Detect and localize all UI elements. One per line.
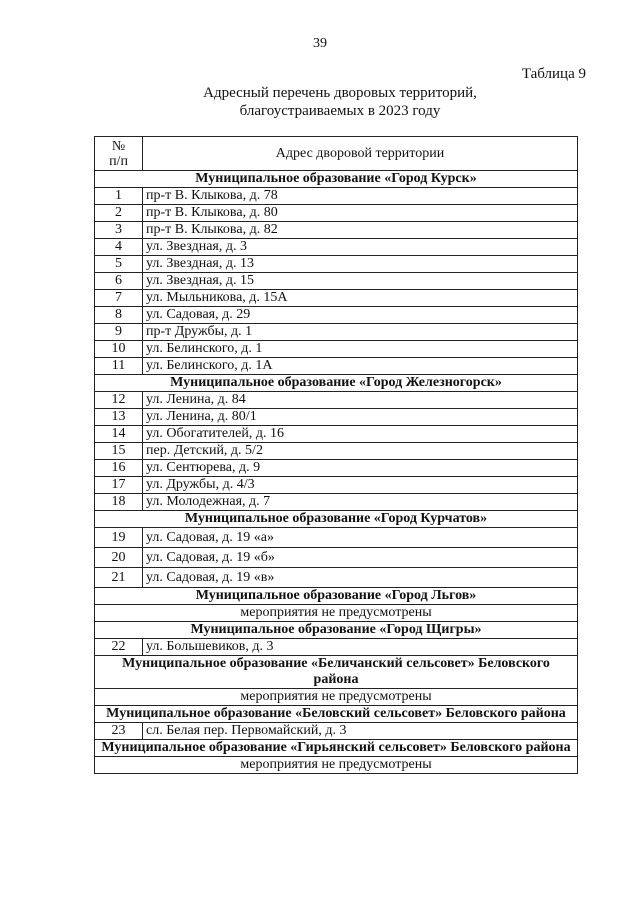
title-line-1: Адресный перечень дворовых территорий, [203, 85, 477, 101]
row-number: 11 [95, 358, 143, 375]
table-row [95, 358, 578, 375]
row-number: 18 [95, 494, 143, 511]
row-address: ул. Белинского, д. 1А [143, 358, 578, 375]
table-row [95, 548, 578, 568]
row-address: пер. Детский, д. 5/2 [143, 443, 578, 460]
row-number: 20 [95, 548, 143, 568]
table-row [95, 443, 578, 460]
document-title [0, 84, 640, 120]
row-address: ул. Молодежная, д. 7 [143, 494, 578, 511]
row-number: 17 [95, 477, 143, 494]
note-row [95, 757, 578, 774]
table-row [95, 568, 578, 588]
table-row [95, 188, 578, 205]
row-address: ул. Сентюрева, д. 9 [143, 460, 578, 477]
table-row [95, 222, 578, 239]
section-header-row [95, 622, 578, 639]
table-row [95, 528, 578, 548]
row-number: 6 [95, 273, 143, 290]
row-number: 16 [95, 460, 143, 477]
row-number: 21 [95, 568, 143, 588]
row-number: 9 [95, 324, 143, 341]
section-header-row [95, 706, 578, 723]
section-title: Муниципальное образование «Город Щигры» [95, 622, 578, 639]
row-address: ул. Звездная, д. 3 [143, 239, 578, 256]
note-row [95, 605, 578, 622]
row-number: 7 [95, 290, 143, 307]
section-note: мероприятия не предусмотрены [95, 605, 578, 622]
table-row [95, 239, 578, 256]
section-title: Муниципальное образование «Город Льгов» [95, 588, 578, 605]
note-row [95, 689, 578, 706]
row-address: ул. Обогатителей, д. 16 [143, 426, 578, 443]
row-number: 8 [95, 307, 143, 324]
row-number: 23 [95, 723, 143, 740]
table-row [95, 341, 578, 358]
row-address: ул. Садовая, д. 19 «в» [143, 568, 578, 588]
table-row [95, 494, 578, 511]
table-row [95, 392, 578, 409]
table-row [95, 723, 578, 740]
table-row [95, 256, 578, 273]
row-address: ул. Ленина, д. 80/1 [143, 409, 578, 426]
row-address: ул. Мыльникова, д. 15А [143, 290, 578, 307]
table-body [95, 171, 578, 774]
row-address: ул. Дружбы, д. 4/3 [143, 477, 578, 494]
row-number: 2 [95, 205, 143, 222]
row-number: 13 [95, 409, 143, 426]
row-number: 4 [95, 239, 143, 256]
row-number: 10 [95, 341, 143, 358]
row-address: ул. Звездная, д. 15 [143, 273, 578, 290]
section-header-row [95, 588, 578, 605]
row-number: 5 [95, 256, 143, 273]
section-title: Муниципальное образование «Беличанский сельсовет» Беловского района [95, 656, 578, 689]
section-title: Муниципальное образование «Беловский сельсовет» Беловского района [95, 706, 578, 723]
table-row [95, 307, 578, 324]
section-header-row [95, 511, 578, 528]
section-header-row [95, 375, 578, 392]
row-number: 14 [95, 426, 143, 443]
row-address: ул. Садовая, д. 19 «а» [143, 528, 578, 548]
section-header-row [95, 656, 578, 689]
table-row [95, 426, 578, 443]
row-address: ул. Ленина, д. 84 [143, 392, 578, 409]
header-number-line-2: п/п [109, 153, 128, 169]
page-number: 39 [313, 36, 327, 51]
row-address: пр-т Дружбы, д. 1 [143, 324, 578, 341]
header-number [95, 137, 143, 171]
row-number: 19 [95, 528, 143, 548]
row-address: ул. Садовая, д. 19 «б» [143, 548, 578, 568]
row-address: ул. Большевиков, д. 3 [143, 639, 578, 656]
section-title: Муниципальное образование «Город Курчатов» [95, 511, 578, 528]
section-title: Муниципальное образование «Гирьянский сельсовет» Беловского района [95, 740, 578, 757]
row-address: ул. Садовая, д. 29 [143, 307, 578, 324]
row-address: пр-т В. Клыкова, д. 82 [143, 222, 578, 239]
table-header-row [95, 137, 578, 171]
table-label: Таблица 9 [521, 66, 586, 82]
title-line-2: благоустраиваемых в 2023 году [239, 103, 441, 119]
section-title: Муниципальное образование «Город Железногорск» [95, 375, 578, 392]
row-address: пр-т В. Клыкова, д. 80 [143, 205, 578, 222]
row-number: 1 [95, 188, 143, 205]
section-note: мероприятия не предусмотрены [95, 757, 578, 774]
row-number: 22 [95, 639, 143, 656]
table-row [95, 290, 578, 307]
header-address: Адрес дворовой территории [143, 137, 578, 171]
table-row [95, 477, 578, 494]
header-number-line-1: № [111, 138, 126, 154]
address-table [94, 136, 578, 774]
table-row [95, 324, 578, 341]
table-row [95, 460, 578, 477]
table-row [95, 409, 578, 426]
section-header-row [95, 171, 578, 188]
section-note: мероприятия не предусмотрены [95, 689, 578, 706]
row-address: сл. Белая пер. Первомайский, д. 3 [143, 723, 578, 740]
row-address: пр-т В. Клыкова, д. 78 [143, 188, 578, 205]
table-row [95, 273, 578, 290]
row-address: ул. Белинского, д. 1 [143, 341, 578, 358]
row-number: 12 [95, 392, 143, 409]
table-row [95, 205, 578, 222]
row-number: 15 [95, 443, 143, 460]
table-row [95, 639, 578, 656]
row-address: ул. Звездная, д. 13 [143, 256, 578, 273]
section-header-row [95, 740, 578, 757]
section-title: Муниципальное образование «Город Курск» [95, 171, 578, 188]
row-number: 3 [95, 222, 143, 239]
